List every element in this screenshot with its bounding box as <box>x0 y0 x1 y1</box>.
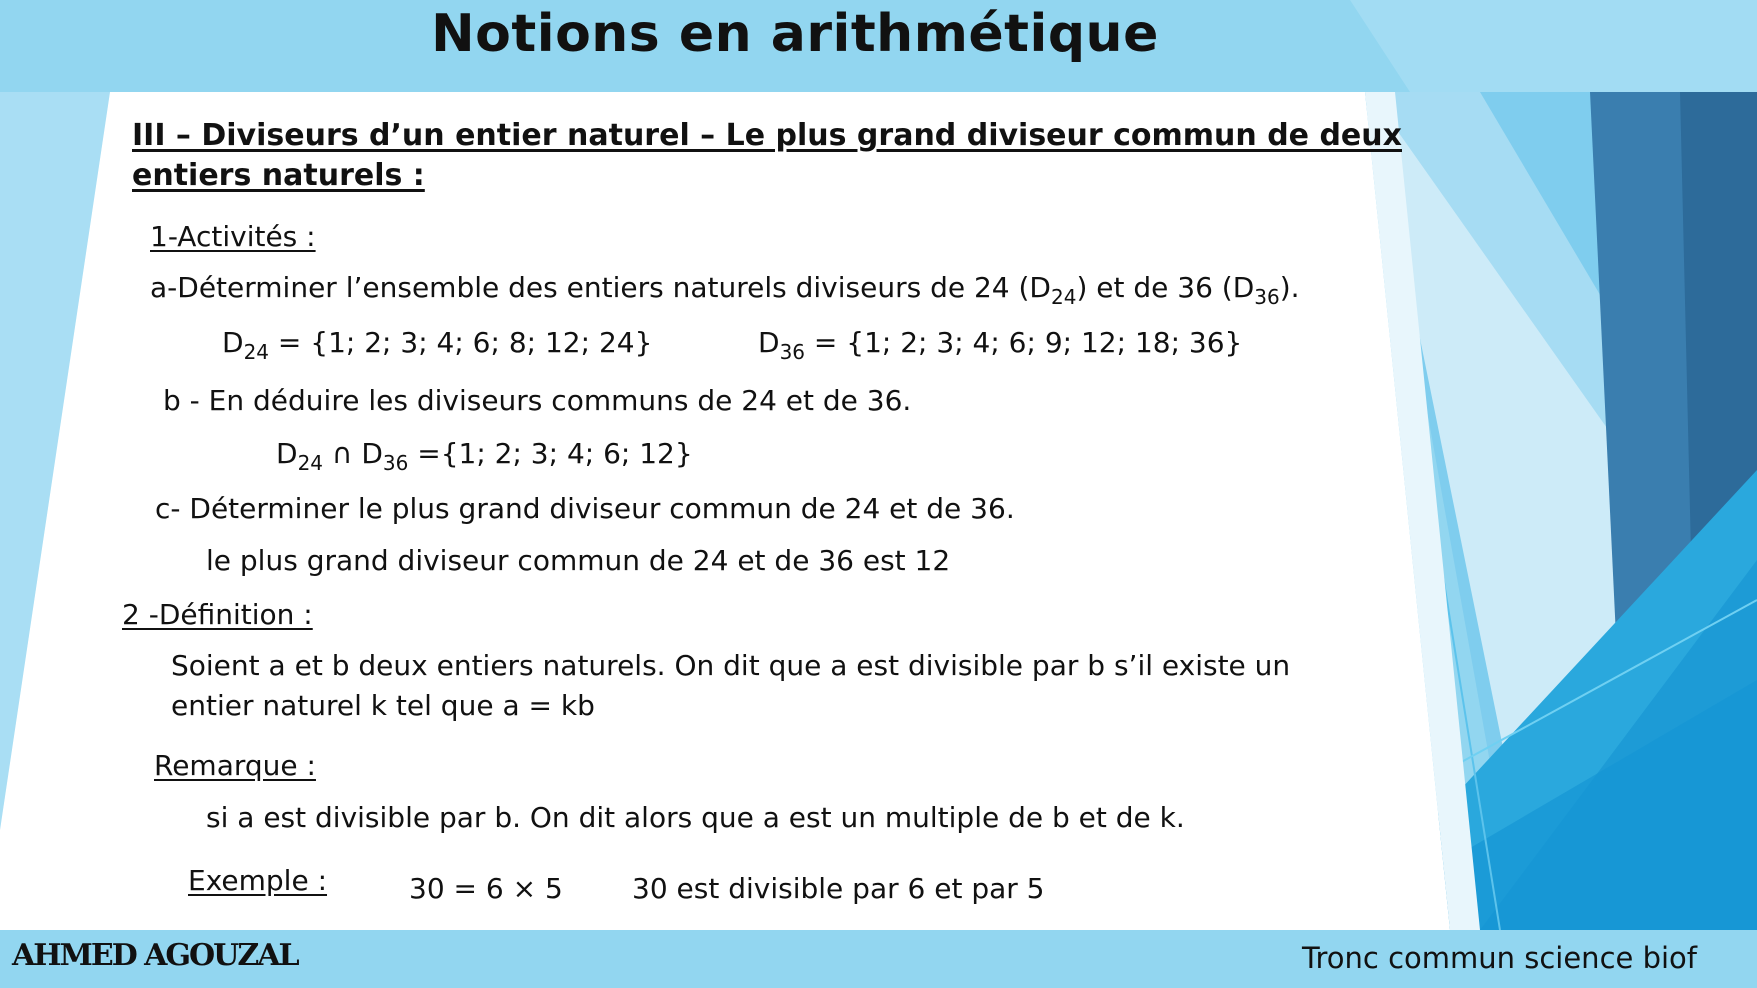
remark-heading: Remarque : <box>154 749 316 782</box>
definition-heading: 2 -Définition : <box>122 598 313 631</box>
divisors-36: $D_{36} = \{1$; 2; 3; 4; 6; 9; 12; 18; 36} <box>758 326 1243 364</box>
section-heading-line1: III – Diviseurs d’un entier naturel – Le plus grand diviseur commun de deux <box>132 118 1402 153</box>
remark-text: si a est divisible par b. On dit alors que a est un multiple de b et de k. <box>206 801 1185 834</box>
example-equation: 30 = 6 × 5 <box>409 872 563 905</box>
activity-b: b - En déduire les diviseurs communs de 24 et de 36. <box>163 384 912 417</box>
definition-line1: Soient a et b deux entiers naturels. On dit que a est divisible par b s’il existe un <box>171 649 1291 682</box>
example-heading: Exemple : <box>188 864 328 897</box>
author-name: AHMED AGOUZAL <box>12 938 298 973</box>
example-text: 30 est divisible par 6 et par 5 <box>632 872 1045 905</box>
definition-line2: entier naturel k tel que a = kb <box>171 689 595 722</box>
intersection-set: $D_{24}$ ∩ $D_{36} =\{1$; 2; 3; 4; 6; 12} <box>276 437 693 475</box>
divisors-24: $D_{24} = \{1$; 2; 3; 4; 6; 8; 12; 24} <box>222 326 653 364</box>
course-name: Tronc commun science biof <box>1302 941 1697 975</box>
activities-heading: 1-Activités : <box>150 220 316 253</box>
activity-c-answer: le plus grand diviseur commun de 24 et de 36 est 12 <box>206 544 951 577</box>
activity-c: c- Déterminer le plus grand diviseur commun de 24 et de 36. <box>155 492 1015 525</box>
slide-title: Notions en arithmétique <box>431 4 1159 64</box>
activity-a: a-Déterminer l’ensemble des entiers naturels diviseurs de 24 $(D_{24})$ et de 36 $(D_{36})$. <box>150 271 1300 309</box>
section-heading-line2: entiers naturels : <box>132 158 425 193</box>
